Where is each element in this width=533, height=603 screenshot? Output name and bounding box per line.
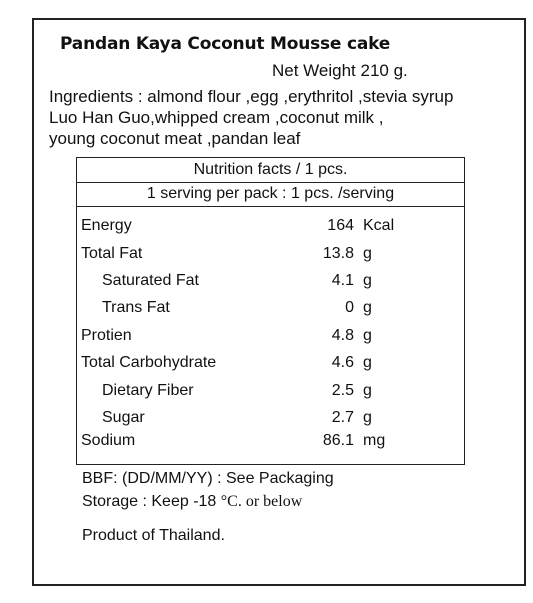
nutrition-row: [77, 382, 464, 406]
nutrition-row: [77, 432, 464, 456]
nutrient-value: 86.1: [322, 432, 354, 449]
nutrition-row: [77, 272, 464, 296]
nutrient-name: Sodium: [81, 432, 136, 449]
nutrient-value: 4.1: [331, 272, 354, 289]
nutrient-name: Total Fat: [81, 245, 143, 262]
nutrient-value: 13.8: [322, 245, 354, 262]
ingredients-line-3: young coconut meat ,pandan leaf: [49, 129, 301, 148]
nutrient-name: Dietary Fiber: [102, 382, 194, 399]
nutrient-unit: mg: [363, 432, 386, 449]
nutrition-divider: [77, 206, 464, 207]
nutrient-unit: g: [363, 272, 372, 289]
nutrition-table: [76, 157, 465, 465]
ingredients-line-2: Luo Han Guo,whipped cream ,coconut milk ,: [49, 108, 384, 127]
nutrient-unit: g: [363, 299, 372, 316]
nutrition-header: Nutrition facts / 1 pcs.: [193, 161, 348, 178]
serving-size: 1 serving per pack : 1 pcs. /serving: [146, 185, 395, 202]
bbf-text: BBF: (DD/MM/YY) : See Packaging: [82, 470, 334, 487]
product-origin: Product of Thailand.: [82, 527, 225, 544]
nutrient-name: Sugar: [102, 409, 145, 426]
product-title: Pandan Kaya Coconut Mousse cake: [60, 34, 391, 54]
nutrient-value: 0: [345, 299, 354, 316]
nutrition-row: [77, 245, 464, 269]
nutrition-row: [77, 409, 464, 433]
nutrient-name: Protien: [81, 327, 132, 344]
nutrient-unit: g: [363, 245, 372, 262]
ingredients-line-1: Ingredients : almond flour ,egg ,erythritol ,stevia syrup: [49, 87, 454, 106]
nutrition-row: [77, 327, 464, 351]
storage-text: [82, 493, 302, 511]
nutrient-unit: g: [363, 354, 372, 371]
nutrient-unit: Kcal: [363, 217, 395, 234]
nutrition-row: [77, 217, 464, 241]
storage-prefix: Storage : Keep -18: [82, 493, 221, 510]
nutrient-unit: g: [363, 409, 372, 426]
storage-suffix: °C. or below: [220, 493, 303, 510]
nutrient-unit: g: [363, 382, 372, 399]
nutrient-value: 4.6: [331, 354, 354, 371]
nutrient-name: Saturated Fat: [102, 272, 199, 289]
nutrition-divider: [77, 182, 464, 183]
net-weight: Net Weight 210 g.: [272, 61, 408, 80]
nutrition-row: [77, 299, 464, 323]
nutrient-name: Energy: [81, 217, 132, 234]
nutrient-value: 2.5: [331, 382, 354, 399]
nutrition-row: [77, 354, 464, 378]
nutrient-value: 164: [327, 217, 354, 234]
nutrient-unit: g: [363, 327, 372, 344]
nutrient-value: 2.7: [331, 409, 354, 426]
nutrient-value: 4.8: [331, 327, 354, 344]
nutrient-name: Trans Fat: [102, 299, 170, 316]
nutrient-name: Total Carbohydrate: [81, 354, 217, 371]
